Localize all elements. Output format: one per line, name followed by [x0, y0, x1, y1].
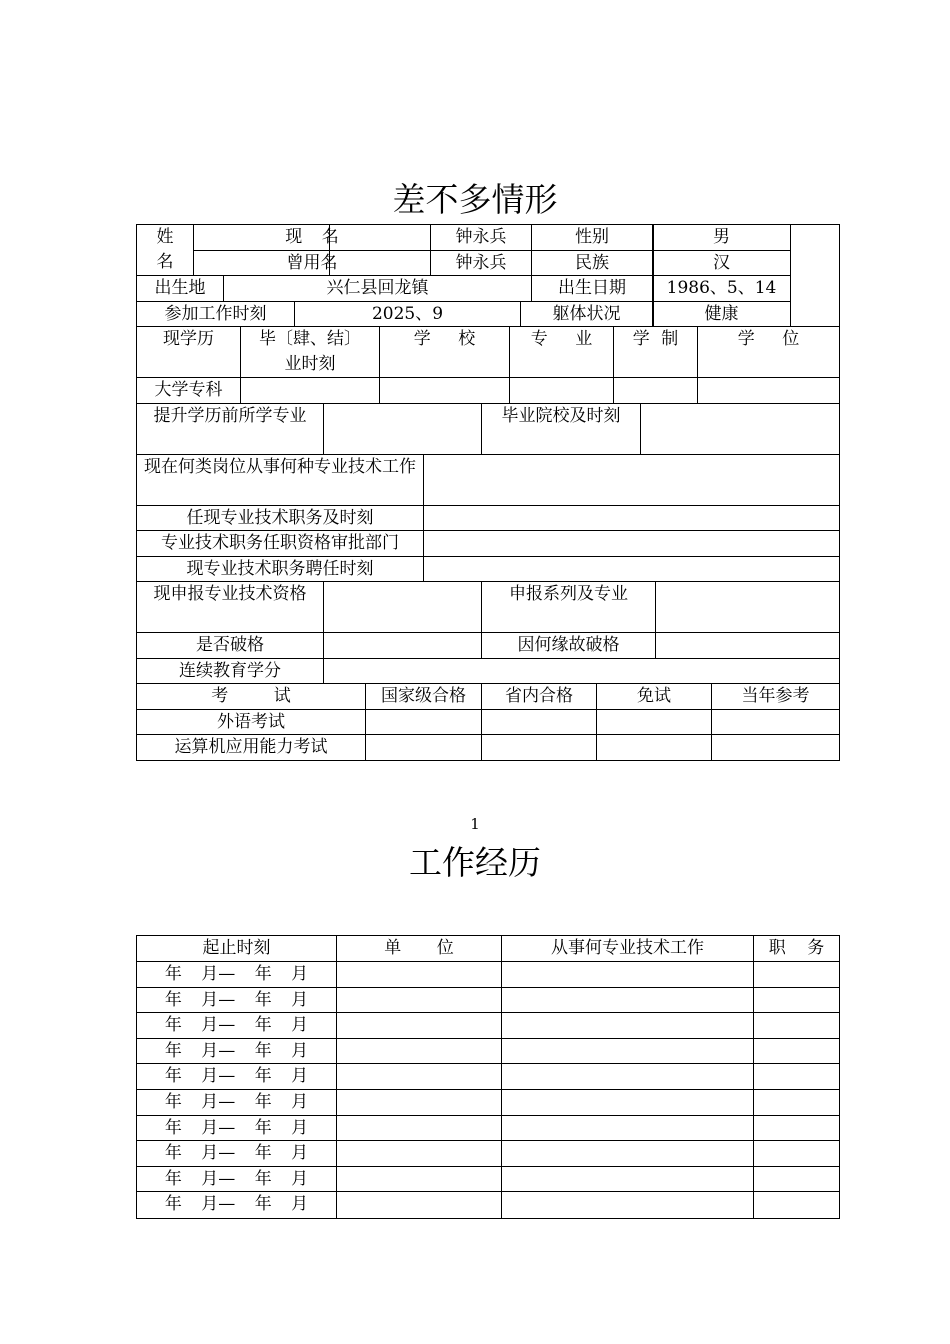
table-row: [137, 988, 839, 1014]
work-time-cell: [137, 1039, 337, 1064]
birthplace-label: 出生地: [137, 276, 224, 302]
ethnicity-label: 民族: [532, 251, 653, 276]
education-degree-value: [698, 378, 839, 403]
grad-school-label: 毕业院校及时刻: [482, 404, 641, 454]
work-time-text: 年 月— 年 月: [164, 1168, 309, 1189]
apply-series-value: [656, 582, 839, 632]
work-col-position: [754, 936, 839, 961]
exam-language-national: [366, 710, 482, 734]
credits-label: 连续教育学分: [137, 659, 324, 683]
work-time-text: 年 月— 年 月: [164, 1194, 309, 1215]
work-job-cell: [502, 1064, 754, 1089]
work-time-text: 年 月— 年 月: [164, 964, 309, 984]
work-time-cell: [137, 1090, 337, 1115]
work-header-row: [137, 936, 839, 962]
exam-col-national: 国家级合格: [366, 684, 482, 709]
exception-value: [324, 633, 482, 658]
birthdate-value: 1986、5、14: [653, 276, 791, 302]
work-position-cell: [754, 988, 839, 1013]
education-school-label-text: 学 校: [413, 329, 476, 349]
gender-label: 性别: [532, 225, 653, 251]
exception-reason-value: [656, 633, 839, 658]
exam-header-text: 考 试: [211, 686, 291, 706]
work-col-unit: [337, 936, 502, 961]
exam-language-province: [482, 710, 597, 734]
exception-row: [137, 633, 839, 659]
work-time-cell: [137, 962, 337, 987]
table-row: [137, 1116, 839, 1142]
approval-dept-row: [137, 531, 839, 557]
health-value: 健康: [653, 302, 791, 327]
work-job-cell: [502, 1039, 754, 1064]
hire-time-label: 现专业技术职务聘任时刻: [137, 557, 424, 581]
education-level-value: 大学专科: [137, 378, 241, 403]
work-position-cell: [754, 962, 839, 987]
exam-language-exempt: [597, 710, 712, 734]
exam-computer-label: 运算机应用能力考试: [137, 735, 366, 760]
work-col-time: 起止时刻: [137, 936, 337, 961]
exam-header-row: [137, 684, 839, 710]
education-header-row: [137, 327, 839, 378]
ethnicity-value: 汉: [653, 251, 791, 276]
work-position-cell: [754, 1039, 839, 1064]
exam-computer-national: [366, 735, 482, 760]
work-time-cell: [137, 1064, 337, 1089]
work-unit-cell: [337, 1013, 502, 1038]
basic-info-block: [137, 225, 839, 327]
work-job-cell: [502, 1167, 754, 1192]
education-major-value: [510, 378, 614, 403]
table-row: [137, 962, 839, 988]
main-title: 差不多情形: [392, 180, 558, 219]
education-degree-label: [698, 327, 839, 377]
basic-info-table: [136, 224, 840, 761]
work-history-table: [136, 935, 840, 1219]
education-duration-label-text: 学 制: [632, 329, 679, 349]
birthplace-value: 兴仁县回龙镇: [224, 276, 532, 302]
work-position-cell: [754, 1141, 839, 1166]
education-school-label: [380, 327, 510, 377]
work-unit-cell: [337, 1141, 502, 1166]
education-school-value: [380, 378, 510, 403]
work-col-unit-text: 单 位: [384, 938, 454, 958]
apply-qual-label: 现申报专业技术资格: [137, 582, 324, 632]
work-col-position-text: 职 务: [768, 938, 825, 958]
apply-series-label: 申报系列及专业: [482, 582, 656, 632]
work-time-text: 年 月— 年 月: [164, 1040, 309, 1061]
table-row: [137, 1013, 839, 1039]
work-unit-cell: [337, 1064, 502, 1089]
work-time-text: 年 月— 年 月: [164, 1015, 309, 1036]
exam-col-exempt: 免试: [597, 684, 712, 709]
current-post-row: [137, 455, 839, 506]
grad-school-value: [641, 404, 839, 454]
education-grad-time-value: [241, 378, 380, 403]
current-post-label: 现在何类岗位从事何种专业技术工作: [137, 455, 424, 505]
work-unit-cell: [337, 1039, 502, 1064]
title-time-row: [137, 506, 839, 531]
education-major-label: [510, 327, 614, 377]
education-grad-time-label: 毕〔肆、结〕业时刻: [241, 327, 380, 377]
exam-header: [137, 684, 366, 709]
work-unit-cell: [337, 1192, 502, 1218]
photo-area: [653, 225, 839, 326]
education-duration-label: [614, 327, 698, 377]
work-unit-cell: [337, 1167, 502, 1192]
work-unit-cell: [337, 1090, 502, 1115]
work-time-text: 年 月— 年 月: [164, 1066, 309, 1087]
approval-dept-value: [424, 531, 839, 556]
work-position-cell: [754, 1192, 839, 1218]
hire-time-value: [424, 557, 839, 581]
exam-computer-province: [482, 735, 597, 760]
current-name-value: 钟永兵: [431, 225, 532, 251]
credits-row: [137, 659, 839, 684]
exam-language-label: 外语考试: [137, 710, 366, 734]
exam-row-computer: [137, 735, 839, 760]
education-degree-label-text: 学 位: [737, 329, 800, 349]
exam-computer-exempt: [597, 735, 712, 760]
table-row: [137, 1039, 839, 1065]
apply-qual-row: [137, 582, 839, 633]
work-job-cell: [502, 1013, 754, 1038]
education-duration-value: [614, 378, 698, 403]
prev-major-value: [324, 404, 482, 454]
gender-value: 男: [653, 225, 791, 251]
work-unit-cell: [337, 1116, 502, 1141]
approval-dept-label: 专业技术职务任职资格审批部门: [137, 531, 424, 556]
exception-label: 是否破格: [137, 633, 324, 658]
work-time-cell: [137, 1141, 337, 1166]
exam-col-current: 当年参考: [741, 686, 810, 706]
exam-language-current: [712, 710, 839, 734]
current-name-label-text: 现 名: [285, 227, 339, 247]
work-time-cell: [137, 1116, 337, 1141]
current-post-value: [424, 455, 839, 505]
work-unit-cell: [337, 962, 502, 987]
birthdate-label: 出生日期: [532, 276, 653, 302]
work-position-cell: [754, 1167, 839, 1192]
education-current-label: 现学历: [137, 327, 241, 377]
health-label: 躯体状况: [521, 302, 653, 327]
prev-major-label: 提升学历前所学专业: [137, 404, 324, 454]
hire-time-row: [137, 557, 839, 582]
apply-qual-value: [324, 582, 482, 632]
table-row: [137, 1064, 839, 1090]
work-col-job: 从事何专业技术工作: [502, 936, 754, 961]
work-start-label: 参加工作时刻: [137, 302, 295, 327]
exception-reason-label: 因何缘故破格: [482, 633, 656, 658]
work-position-cell: [754, 1064, 839, 1089]
table-row: [137, 1192, 839, 1218]
work-time-text: 年 月— 年 月: [164, 989, 309, 1010]
work-time-cell: [137, 1013, 337, 1038]
work-job-cell: [502, 988, 754, 1013]
work-time-text: 年 月— 年 月: [164, 1091, 309, 1112]
work-job-cell: [502, 1192, 754, 1218]
education-value-row: [137, 378, 839, 404]
title-time-value: [424, 506, 839, 530]
title-time-label: 任现专业技术职务及时刻: [137, 506, 424, 530]
work-time-cell: [137, 988, 337, 1013]
exam-computer-current: [712, 735, 839, 760]
work-position-cell: [754, 1090, 839, 1115]
credits-value: [324, 659, 839, 683]
former-name-value: 钟永兵: [431, 251, 532, 276]
exam-col-province: 省内合格: [482, 684, 597, 709]
work-time-text: 年 月— 年 月: [164, 1117, 309, 1138]
work-title: 工作经历: [409, 843, 541, 882]
work-job-cell: [502, 1116, 754, 1141]
table-row: [137, 1090, 839, 1116]
name-label: 姓名: [137, 225, 194, 276]
work-position-cell: [754, 1116, 839, 1141]
education-major-label-text: 专 业: [530, 329, 593, 349]
former-name-label-text: 曾用名: [286, 253, 338, 273]
work-unit-cell: [337, 988, 502, 1013]
table-row: [137, 1141, 839, 1167]
work-start-value: 2025、9: [295, 302, 521, 327]
work-time-text: 年 月— 年 月: [164, 1143, 309, 1164]
work-time-cell: [137, 1167, 337, 1192]
work-job-cell: [502, 1090, 754, 1115]
work-position-cell: [754, 1013, 839, 1038]
work-job-cell: [502, 962, 754, 987]
exam-row-language: [137, 710, 839, 735]
work-time-cell: [137, 1192, 337, 1218]
prev-major-row: [137, 404, 839, 455]
table-row: [137, 1167, 839, 1193]
page-number: 1: [470, 815, 480, 833]
name-sub-divider: [194, 225, 330, 276]
work-job-cell: [502, 1141, 754, 1166]
